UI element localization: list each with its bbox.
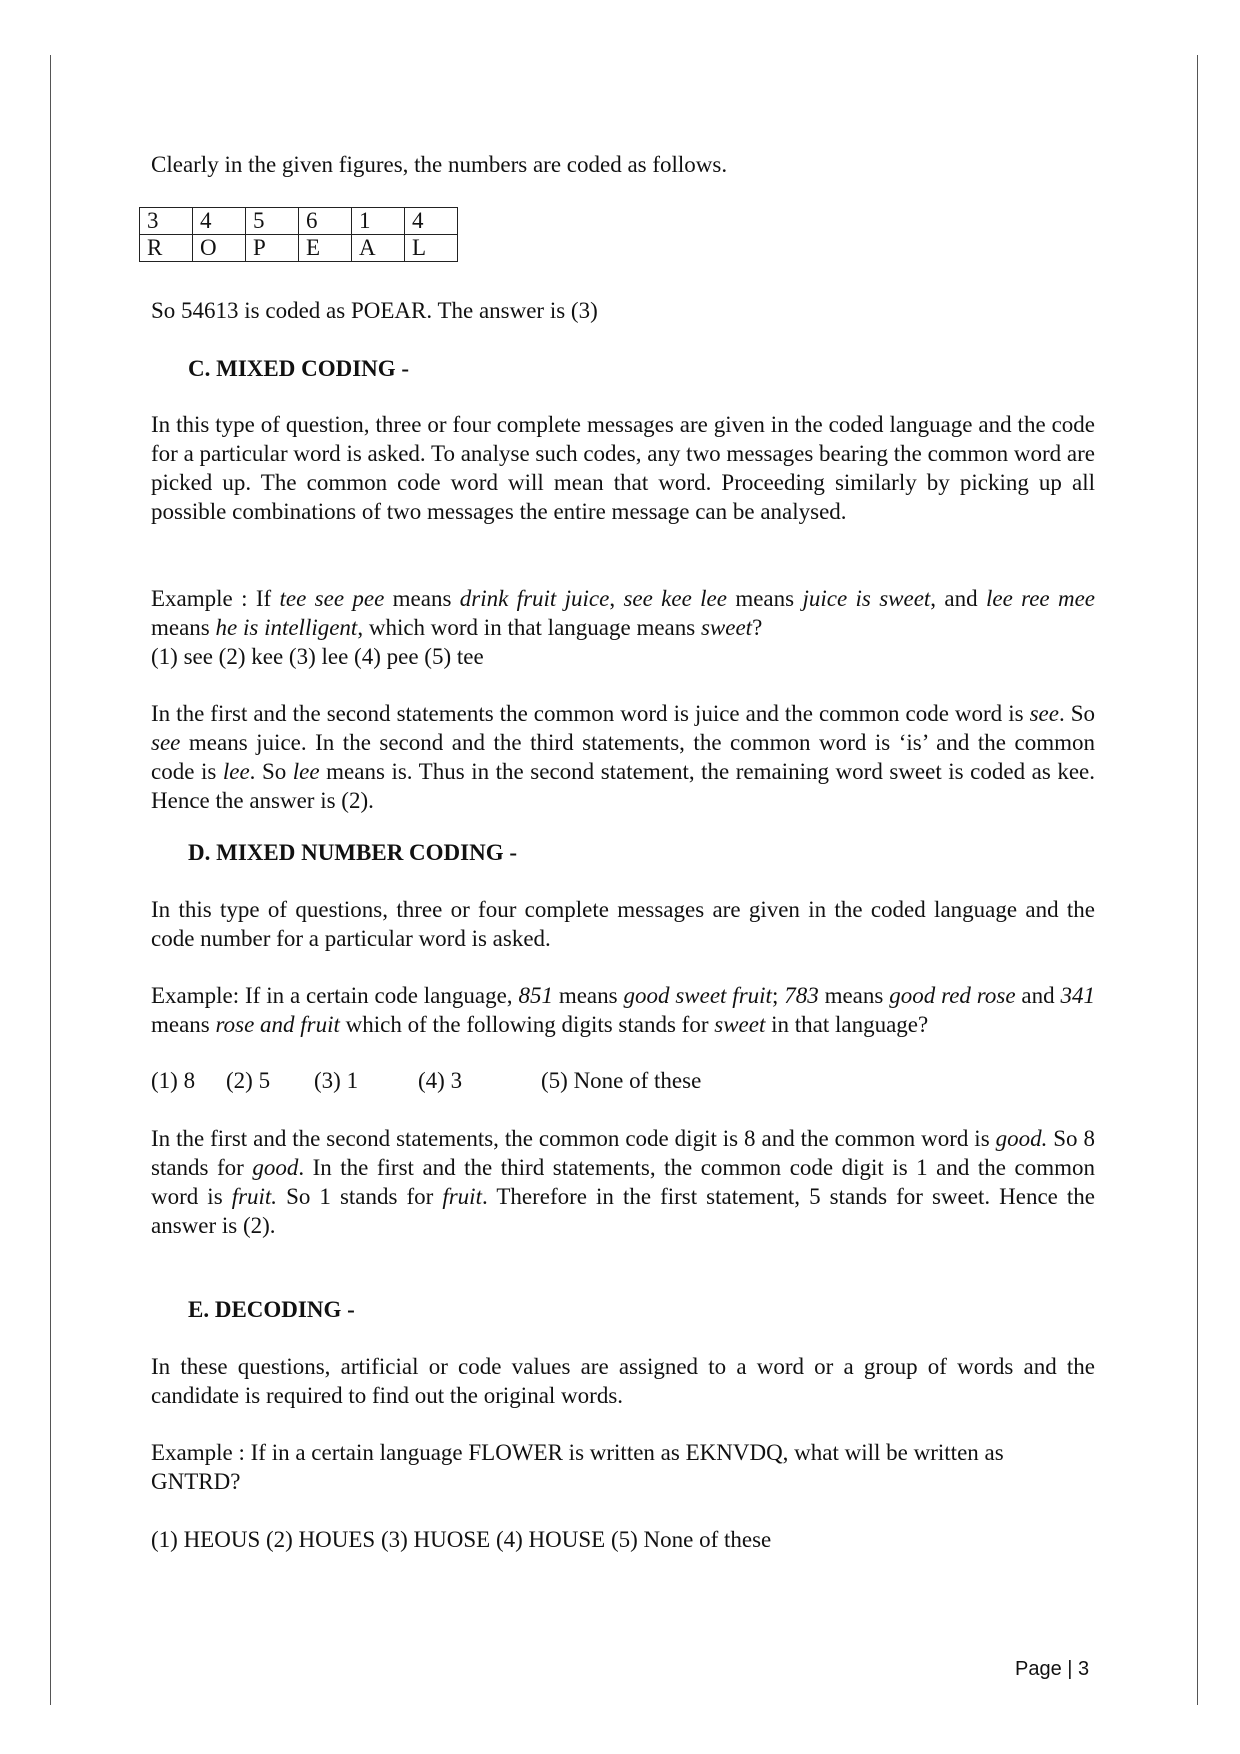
page-border-right [1197,55,1198,1705]
table-cell: 1 [352,208,405,235]
example-text: Example : If [151,586,280,611]
table-cell: 3 [140,208,193,235]
example-meaning: good sweet fruit [623,983,772,1008]
table-cell: R [140,235,193,262]
section-e-options: (1) HEOUS (2) HOUES (3) HUOSE (4) HOUSE (5) None of these [151,1527,772,1552]
example-text: in that language? [765,1012,929,1037]
section-e-example: Example : If in a certain language FLOWER is written as EKNVDQ, what will be written as GNTRD? [151,1440,1004,1494]
table-cell: E [299,235,352,262]
section-e-description: In these questions, artificial or code values are assigned to a word or a group of words and the candidate is required to find out the original words. [151,1354,1095,1408]
solution-word: good. [995,1126,1048,1151]
example-meaning: good red rose [889,983,1016,1008]
solution-text: . In the first and the third statements, the common code digit is 1 and the common word is [151,1155,1095,1209]
table-cell: O [193,235,246,262]
section-d-description: In this type of questions, three or four complete messages are given in the coded language and the code number for a particular word is asked. [151,897,1095,951]
section-c-heading: C. MIXED CODING - [188,356,410,381]
solution-text: . So [1058,701,1095,726]
answer-line: So 54613 is coded as POEAR. The answer is (3) [151,298,598,323]
table-cell: 4 [405,208,458,235]
section-c-options: (1) see (2) kee (3) lee (4) pee (5) tee [151,644,484,669]
section-c-solution [151,699,1095,815]
example-code: see kee lee [623,586,727,611]
solution-text: means is. Thus in the second statement, the remaining word sweet is coded as kee. Hence the answer is (2). [151,759,1095,813]
solution-code: see [1029,701,1059,726]
solution-text: So 1 stands for [277,1184,443,1209]
solution-code: lee [292,759,320,784]
solution-code: see [151,730,181,755]
solution-code: lee [222,759,250,784]
solution-word: fruit [442,1184,482,1209]
example-text: which of the following digits stands for [339,1012,715,1037]
example-code: tee see pee [279,586,385,611]
page-number: Page | 3 [1015,1658,1090,1680]
option: (4) 3 [418,1068,463,1093]
example-meaning: sweet [700,615,753,640]
example-text: means [151,615,216,640]
table-cell: 4 [193,208,246,235]
example-text: means [818,983,890,1008]
code-table-numbers-row [140,208,458,235]
section-d-example [151,981,1095,1039]
example-text: and [1015,983,1061,1008]
example-code: 341 [1060,983,1095,1008]
example-meaning: rose and fruit [215,1012,340,1037]
example-text: ? [752,615,763,640]
example-text: , which word in that language means [357,615,701,640]
option: (1) 8 [151,1068,196,1093]
example-meaning: drink fruit juice [459,586,610,611]
section-d-heading: D. MIXED NUMBER CODING - [188,840,518,865]
table-cell: L [405,235,458,262]
solution-text: means juice. In the second and the third statements, the common word is ‘is’ and the common code is [151,730,1095,784]
example-text: Example: If in a certain code language, [151,983,519,1008]
table-cell: 6 [299,208,352,235]
section-c-example [151,584,1095,642]
example-meaning: he is intelligent [215,615,358,640]
page-border-left [50,55,51,1705]
example-code: lee ree mee [985,586,1096,611]
section-e-heading: E. DECODING - [188,1297,355,1322]
solution-word: good [252,1155,299,1180]
option: (2) 5 [226,1068,271,1093]
example-text: means [726,586,803,611]
example-text: means [151,1012,216,1037]
table-cell: P [246,235,299,262]
code-table [139,207,458,262]
section-d-options [151,1066,701,1095]
code-table-letters-row [140,235,458,262]
table-cell: 5 [246,208,299,235]
solution-text: So 8 stands for [151,1126,1095,1180]
option: (3) 1 [314,1068,359,1093]
example-meaning: sweet [714,1012,766,1037]
example-meaning: juice is sweet [802,586,931,611]
example-code: 783 [784,983,819,1008]
example-text: , [609,586,624,611]
example-text: means [384,586,460,611]
solution-text: In the first and the second statements the common word is juice and the common code word is [151,701,1030,726]
solution-text: . So [249,759,293,784]
example-code: 851 [518,983,553,1008]
option: (5) None of these [541,1068,702,1093]
example-text: ; [771,983,785,1008]
section-c-description: In this type of question, three or four complete messages are given in the coded language and the code for a particular word is asked. To analyse such codes, any two messages bearing the common word are picked up. The common code word will mean that word. Proceeding similarly by picking up all possible combinations of two messages the entire message can be analysed. [151,412,1095,524]
table-cell: A [352,235,405,262]
intro-text: Clearly in the given figures, the numbers are coded as follows. [151,152,728,177]
solution-word: fruit. [231,1184,278,1209]
example-text: means [552,983,624,1008]
example-text: , and [930,586,986,611]
solution-text: In the first and the second statements, the common code digit is 8 and the common word is [151,1126,996,1151]
section-d-solution [151,1124,1095,1240]
solution-text: . Therefore in the first statement, 5 stands for sweet. Hence the answer is (2). [151,1184,1095,1238]
